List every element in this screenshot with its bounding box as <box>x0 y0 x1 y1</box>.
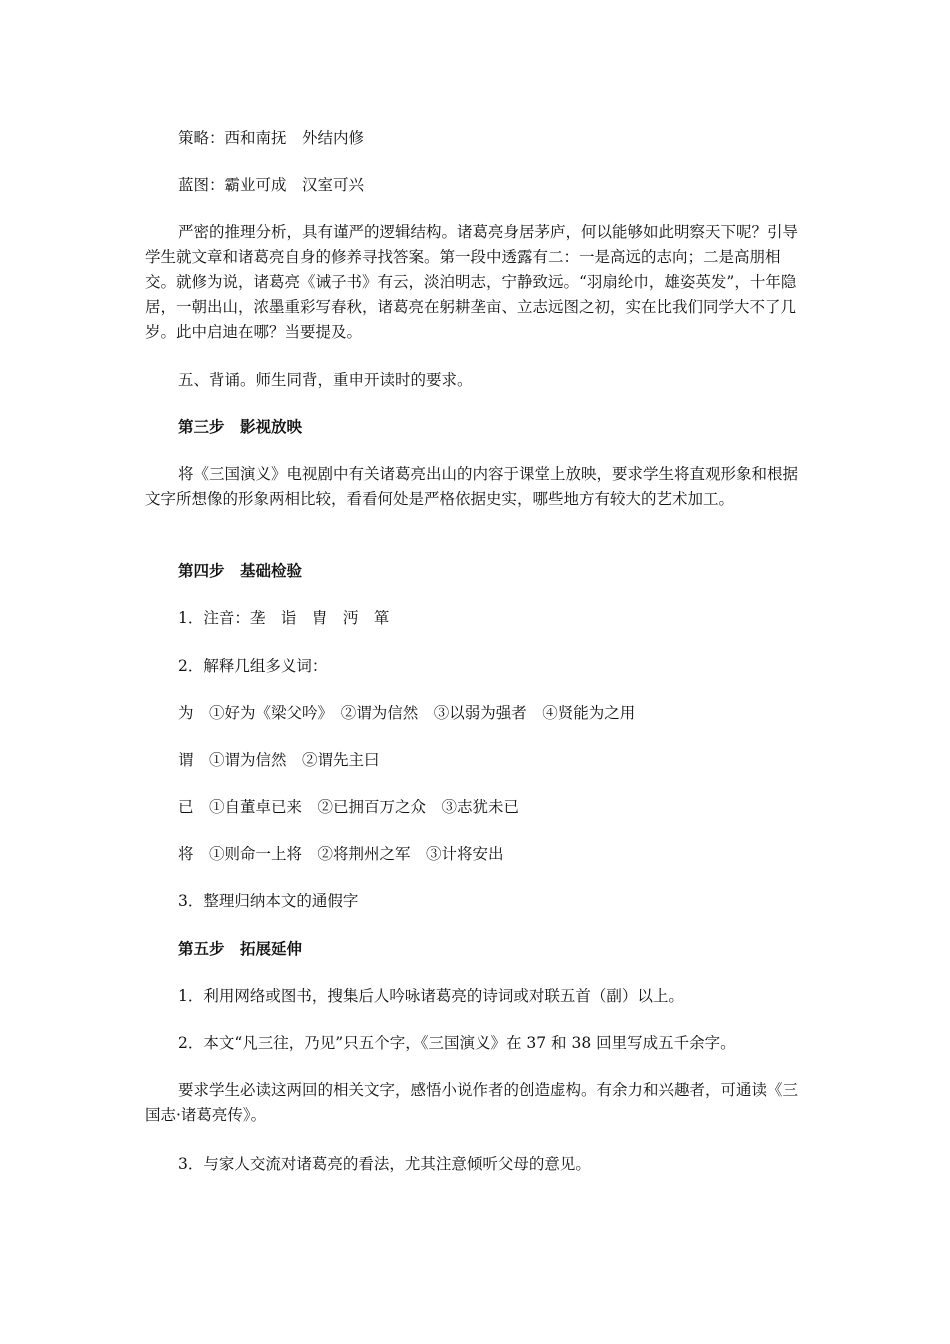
blueprint-line: 蓝图：霸业可成 汉室可兴 <box>178 176 365 194</box>
step5-heading: 第五步 拓展延伸 <box>178 939 303 958</box>
recite-line: 五、背诵。师生同背，重申开读时的要求。 <box>178 371 473 389</box>
analysis-paragraph: 严密的推理分析，具有谨严的逻辑结构。诸葛亮身居茅庐，何以能够如此明察天下呢？引导学生就文章和诸葛亮自身的修养寻找答案。第一段中透露有二：一是高远的志向；二是高朋相交。就修为说，诸葛亮《诫子书》有云，淡泊明志，宁静致远。“羽扇纶巾，雄姿英发”，十年隐居，一朝出山，浓墨重彩写春秋，诸葛亮在躬耕垄亩、立志远图之初，实在比我们同学大不了几岁。此中启迪在哪？当要提及。 <box>145 223 799 341</box>
extension-item-3: 3．与家人交流对诸葛亮的看法，尤其注意倾听父母的意见。 <box>178 1155 591 1173</box>
extension-item-2: 2．本文“凡三往，乃见”只五个字，《三国演义》在 37 和 38 回里写成五千余字。 <box>178 1034 736 1052</box>
step3-paragraph: 将《三国演义》电视剧中有关诸葛亮出山的内容于课堂上放映，要求学生将直观形象和根据文字所想像的形象两相比较，看看何处是严格依据史实，哪些地方有较大的艺术加工。 <box>145 465 799 508</box>
step4-heading: 第四步 基础检验 <box>178 561 303 580</box>
word-yi-line: 已 ①自董卓已来 ②已拥百万之众 ③志犹未已 <box>178 798 520 816</box>
extension-item-1: 1．利用网络或图书，搜集后人吟咏诸葛亮的诗词或对联五首（副）以上。 <box>178 987 684 1005</box>
word-wei-line: 为 ①好为《梁父吟》 ②谓为信然 ③以弱为强者 ④贤能为之用 <box>178 704 636 722</box>
word-wei2-line: 谓 ①谓为信然 ②谓先主曰 <box>178 751 380 769</box>
tongjia-item: 3．整理归纳本文的通假字 <box>178 892 359 910</box>
step3-heading: 第三步 影视放映 <box>178 417 303 436</box>
polysemy-item: 2．解释几组多义词： <box>178 657 328 675</box>
extension-paragraph: 要求学生必读这两回的相关文字，感悟小说作者的创造虚构。有余力和兴趣者，可通读《三国志·诸葛亮传》。 <box>145 1081 799 1124</box>
strategy-line: 策略：西和南抚 外结内修 <box>178 129 365 147</box>
word-jiang-line: 将 ①则命一上将 ②将荆州之军 ③计将安出 <box>178 845 504 863</box>
pronunciation-item: 1．注音：垄 诣 胄 沔 箪 <box>178 609 390 627</box>
